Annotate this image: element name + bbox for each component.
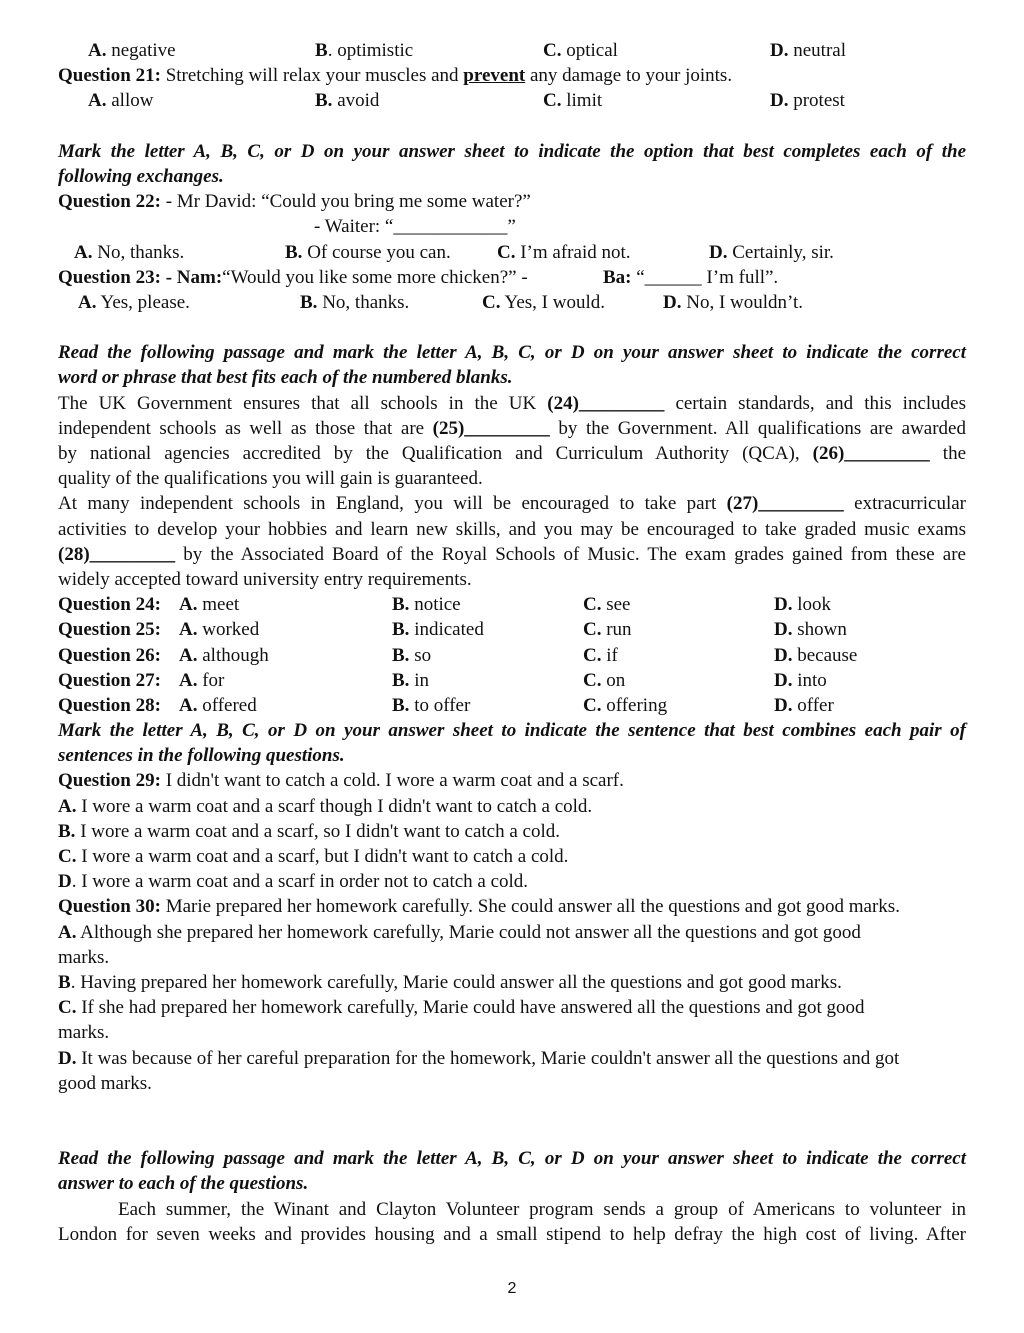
- q30-option-c-cont: marks.: [58, 1022, 110, 1044]
- q21-stem: Question 21: Stretching will relax your muscles and prevent any damage to your joints.: [58, 65, 733, 87]
- passage1-line: (28)_________ by the Associated Board of the Royal Schools of Music. The exam grades gained from these are: [58, 543, 966, 565]
- q23-stem: Question 23: - Nam:“Would you like some more chicken?” - Ba: “______ I’m full”.: [58, 266, 779, 288]
- instruction-reading-line2: answer to each of the questions.: [58, 1173, 309, 1195]
- q30-option-a-cont: marks.: [58, 946, 110, 968]
- q20-option-d: D. neutral: [770, 40, 846, 61]
- q30-option-b: B. Having prepared her homework carefully, Marie could answer all the questions and got good marks.: [58, 971, 842, 993]
- cloze-question-row: Question 24: A. meet B. notice C. see D. look: [58, 594, 832, 616]
- question-label: Question 26:: [58, 644, 161, 666]
- blank-28: (28)_________: [58, 543, 176, 565]
- q29-stem: Question 29: I didn't want to catch a cold. I wore a warm coat and a scarf.: [58, 770, 624, 792]
- blank-24: (24)_________: [547, 392, 665, 414]
- q21-option-b: B. avoid: [315, 90, 380, 112]
- q22-option-c: C. I’m afraid not.: [497, 241, 631, 263]
- question-label: Question 25:: [58, 619, 161, 641]
- cloze-question-row: Question 25: A. worked B. indicated C. run D. shown: [58, 619, 847, 641]
- cloze-question-row: Question 27: A. for B. in C. on D. into: [58, 669, 827, 691]
- cloze-question-table: [58, 592, 966, 718]
- passage1-line: activities to develop your hobbies and learn new skills, and you may be encouraged to take graded music exams: [58, 518, 966, 540]
- q30-stem: Question 30: Marie prepared her homework carefully. She could answer all the questions and got good marks.: [58, 896, 900, 918]
- q20-option-b: B. optimistic: [315, 40, 414, 61]
- q30-option-c: C. If she had prepared her homework carefully, Marie could have answered all the questions and got good: [58, 997, 865, 1019]
- q30-option-a: A. Although she prepared her homework carefully, Marie could not answer all the questions and got good: [58, 921, 861, 943]
- q20-option-c: C. optical: [543, 40, 618, 61]
- underlined-keyword: prevent: [463, 65, 526, 87]
- question-label: Question 30:: [58, 896, 161, 918]
- q29-option-b: B. I wore a warm coat and a scarf, so I didn't want to catch a cold.: [58, 820, 561, 842]
- q30-option-d: D. It was because of her careful preparation for the homework, Marie couldn't answer all the questions and got: [58, 1047, 900, 1069]
- q21-options: [58, 88, 966, 113]
- cloze-question-row: Question 26: A. although B. so C. if D. because: [58, 644, 858, 666]
- q29-option-a: A. I wore a warm coat and a scarf though I didn't want to catch a cold.: [58, 795, 593, 817]
- q22-option-d: D. Certainly, sir.: [709, 241, 834, 263]
- q21-option-a: A. allow: [88, 90, 154, 112]
- question-label: Question 23:: [58, 266, 161, 288]
- q21-option-d: D. protest: [770, 90, 845, 112]
- question-label: Question 24:: [58, 594, 161, 616]
- q30-option-d-cont: good marks.: [58, 1072, 152, 1094]
- question-label: Question 29:: [58, 770, 161, 792]
- q29-option-c: C. I wore a warm coat and a scarf, but I didn't want to catch a cold.: [58, 846, 569, 867]
- blank-25: (25)_________: [432, 417, 550, 439]
- instruction-blanks-line2: word or phrase that best fits each of the numbered blanks.: [58, 367, 513, 389]
- exam-page: [58, 38, 966, 1247]
- page-number: 2: [507, 1280, 517, 1297]
- q23-option-d: D. No, I wouldn’t.: [663, 291, 804, 313]
- blank-26: (26)_________: [812, 443, 930, 464]
- passage1-line: The UK Government ensures that all schools in the UK (24)_________ certain standards, and this includes: [58, 392, 966, 414]
- passage1-line: quality of the qualifications you will gain is guaranteed.: [58, 468, 483, 490]
- passage2-line: London for seven weeks and provides housing and a small stipend to help defray the high cost of living. After: [58, 1223, 966, 1245]
- passage2-line: Each summer, the Winant and Clayton Volunteer program sends a group of Americans to volunteer in: [118, 1198, 966, 1220]
- q23-option-b: B. No, thanks.: [300, 291, 410, 313]
- q22-stem: Question 22: - Mr David: “Could you bring me some water?”: [58, 191, 531, 213]
- q20-option-a: A. negative: [88, 40, 176, 61]
- question-label: Question 27:: [58, 669, 161, 691]
- question-label: Question 22:: [58, 191, 161, 213]
- q22-option-b: B. Of course you can.: [285, 241, 451, 263]
- q23-options: [58, 290, 966, 315]
- passage1-line: by national agencies accredited by the Qualification and Curriculum Authority (QCA), (26)_________ the: [58, 443, 967, 464]
- q22-reply: - Waiter: “____________”: [314, 216, 516, 238]
- q21-option-c: C. limit: [543, 90, 603, 112]
- instruction-reading-line1: Read the following passage and mark the letter A, B, C, or D on your answer sheet to indicate the correct: [58, 1148, 966, 1170]
- question-label: Question 28:: [58, 694, 161, 716]
- blank-27: (27)_________: [726, 493, 844, 515]
- q22-options: [58, 240, 966, 265]
- q23-option-a: A. Yes, please.: [78, 291, 190, 313]
- cloze-question-row: Question 28: A. offered B. to offer C. offering D. offer: [58, 694, 834, 716]
- instruction-blanks-line1: Read the following passage and mark the letter A, B, C, or D on your answer sheet to indicate the correct: [58, 342, 966, 364]
- passage1-line: independent schools as well as those that are (25)_________ by the Government. All qualifications are awarded: [58, 417, 966, 439]
- instruction-exchanges-line1: Mark the letter A, B, C, or D on your answer sheet to indicate the option that best completes each of the: [58, 140, 966, 162]
- passage1-line: At many independent schools in England, you will be encouraged to take part (27)_________ extracurricular: [58, 493, 966, 515]
- passage1-line: widely accepted toward university entry requirements.: [58, 568, 472, 590]
- q29-option-d: D. I wore a warm coat and a scarf in order not to catch a cold.: [58, 871, 529, 893]
- q23-option-c: C. Yes, I would.: [482, 291, 606, 313]
- question-label: Question 21:: [58, 65, 161, 87]
- q22-option-a: A. No, thanks.: [74, 241, 185, 263]
- q20-options: [58, 38, 966, 63]
- instruction-combine-line1: Mark the letter A, B, C, or D on your answer sheet to indicate the sentence that best combines each pair of: [58, 720, 966, 742]
- instruction-exchanges-line2: following exchanges.: [58, 165, 224, 187]
- instruction-combine-line2: sentences in the following questions.: [58, 745, 345, 767]
